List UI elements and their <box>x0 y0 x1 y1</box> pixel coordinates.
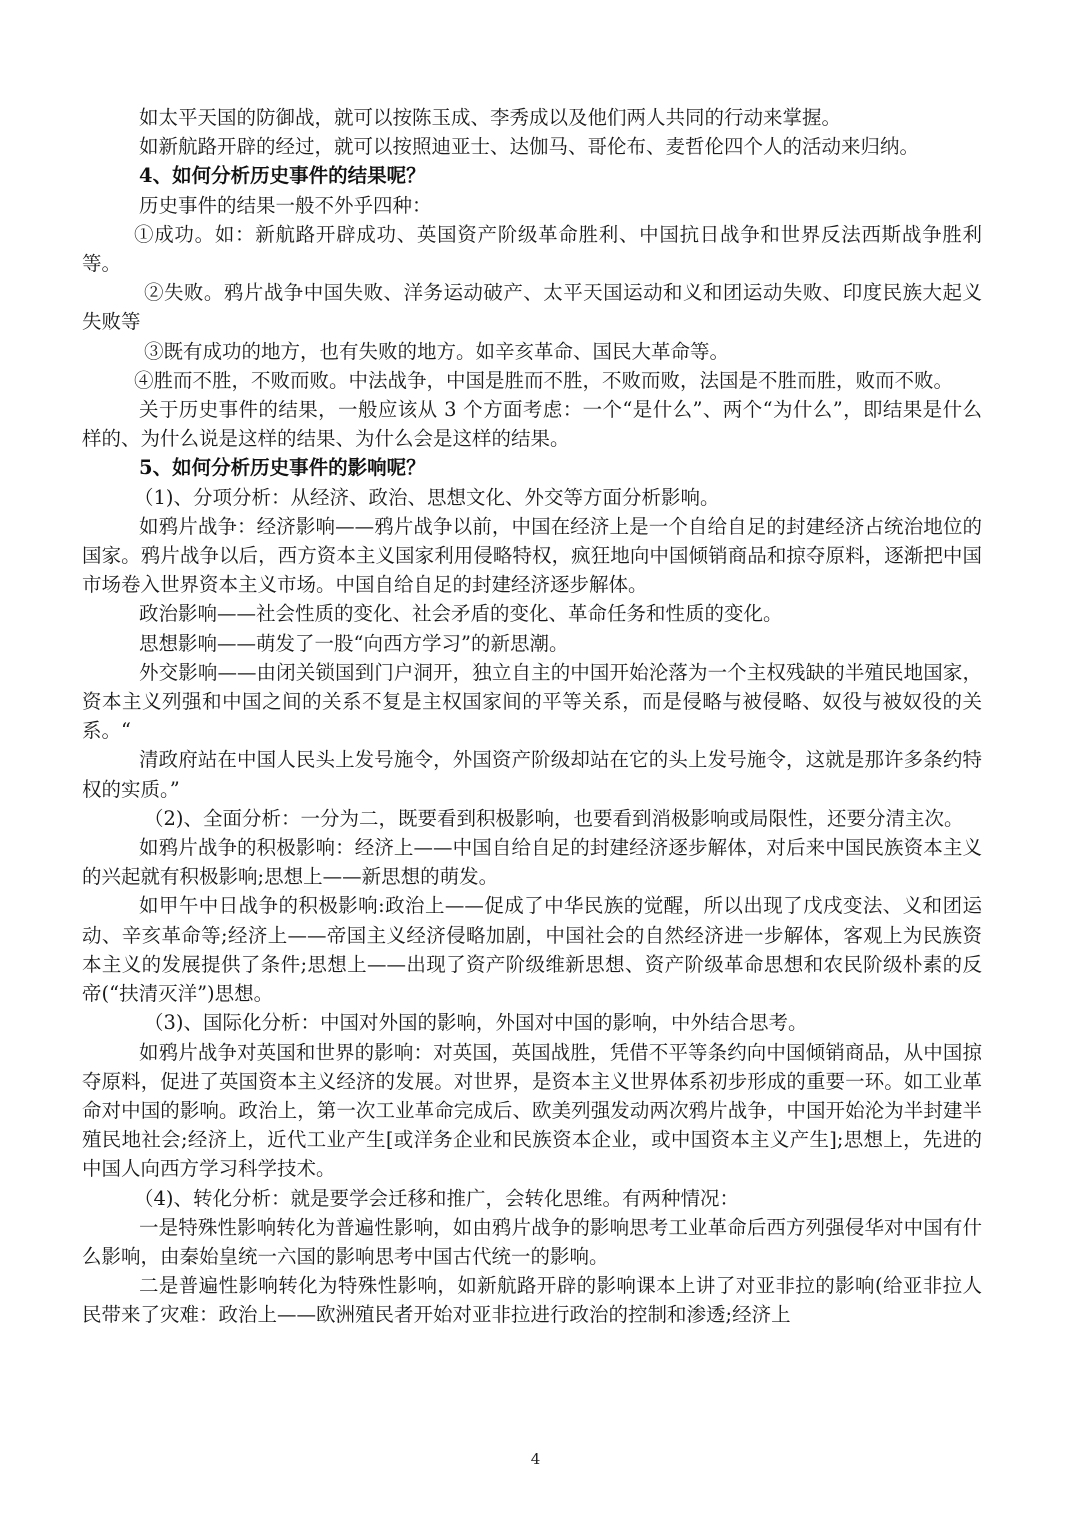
paragraph-results-considerations: 关于历史事件的结果，一般应该从 3 个方面考虑：一个“是什么”、两个“为什么”，即结果是什么样的、为什么说是这样的结果、为什么会是这样的结果。 <box>82 398 982 451</box>
paragraph-sino-japanese-war-positive: 如甲午中日战争的积极影响:政治上——促成了中华民族的觉醒，所以出现了戊戌变法、义和团运动、辛亥革命等;经济上——帝国主义经济侵略加剧，中国社会的自然经济进一步解体，客观上为民族资本主义的发展提供了条件;思想上——出现了资产阶级维新思想、资产阶级革命思想和农民阶级朴素的反帝(“扶清灭洋”)思想。 <box>82 894 982 1006</box>
paragraph-itemized-analysis: （1)、分项分析：从经济、政治、思想文化、外交等方面分析影响。 <box>134 485 720 509</box>
paragraph-result-failure: ②失败。鸦片战争中国失败、洋务运动破产、太平天国运动和义和团运动失败、印度民族大起义失败等 <box>82 281 982 334</box>
paragraph-ideological-impact: 思想影响——萌发了一股“向西方学习”的新思潮。 <box>139 631 569 655</box>
heading-event-impacts: 5、如何分析历史事件的影响呢？ <box>139 456 426 480</box>
paragraph-international-analysis: （3)、国际化分析：中国对外国的影响，外国对中国的影响，中外结合思考。 <box>144 1011 808 1035</box>
paragraph-result-paradox: ④胜而不胜，不败而败。中法战争，中国是胜而不胜，不败而败，法国是不胜而胜，败而不败。 <box>134 368 954 392</box>
paragraph-opium-war-positive: 如鸦片战争的积极影响：经济上——中国自给自足的封建经济逐步解体，对后来中国民族资本主义的兴起就有积极影响;思想上——新思想的萌发。 <box>82 836 982 889</box>
paragraph-result-mixed: ③既有成功的地方，也有失败的地方。如辛亥革命、国民大革命等。 <box>144 339 730 363</box>
document-body <box>82 103 982 1330</box>
paragraph-taiping-defense: 如太平天国的防御战，就可以按陈玉成、李秀成以及他们两人共同的行动来掌握。 <box>139 106 842 129</box>
paragraph-special-to-general: 一是特殊性影响转化为普遍性影响，如由鸦片战争的影响思考工业革命后西方列强侵华对中国有什么影响，由秦始皇统一六国的影响思考中国古代统一的影响。 <box>82 1215 982 1268</box>
paragraph-general-to-special: 二是普遍性影响转化为特殊性影响，如新航路开辟的影响课本上讲了对亚非拉的影响(给亚非拉人民带来了灾难：政治上——欧洲殖民者开始对亚非拉进行政治的控制和渗透;经济上 <box>82 1274 982 1327</box>
paragraph-comprehensive-analysis: （2)、全面分析：一分为二，既要看到积极影响，也要看到消极影响或局限性，还要分清主次。 <box>144 806 964 830</box>
paragraph-transformation-analysis: （4)、转化分析：就是要学会迁移和推广，会转化思维。有两种情况： <box>134 1186 740 1210</box>
paragraph-economic-impact: 如鸦片战争：经济影响——鸦片战争以前，中国在经济上是一个自给自足的封建经济占统治地位的国家。鸦片战争以后，西方资本主义国家利用侵略特权，疯狂地向中国倾销商品和掠夺原料，逐渐把中国市场卷入世界资本主义市场。中国自给自足的封建经济逐步解体。 <box>82 514 982 597</box>
paragraph-treaty-privileges-quote: 清政府站在中国人民头上发号施令，外国资产阶级却站在它的头上发号施令，这就是那许多条约特权的实质。” <box>82 748 982 801</box>
paragraph-diplomatic-impact: 外交影响——由闭关锁国到门户洞开，独立自主的中国开始沦落为一个主权残缺的半殖民地国家，资本主义列强和中国之间的关系不复是主权国家间的平等关系，而是侵略与被侵略、奴役与被奴役的关系。“ <box>82 660 982 743</box>
paragraph-result-success: ①成功。如：新航路开辟成功、英国资产阶级革命胜利、中国抗日战争和世界反法西斯战争胜利等。 <box>82 222 982 276</box>
paragraph-opium-war-world-impact: 如鸦片战争对英国和世界的影响：对英国，英国战胜，凭借不平等条约向中国倾销商品，从中国掠夺原料，促进了英国资本主义经济的发展。对世界，是资本主义世界体系初步形成的重要一环。如工业革命对中国的影响。政治上，第一次工业革命完成后、欧美列强发动两次鸦片战争，中国开始沦为半封建半殖民地社会;经济上，近代工业产生[或洋务企业和民族资本企业，或中国资本主义产生];思想上，先进的中国人向西方学习科学技术。 <box>82 1040 982 1181</box>
paragraph-political-impact: 政治影响——社会性质的变化、社会矛盾的变化、革命任务和性质的变化。 <box>139 602 783 626</box>
page-number: 4 <box>530 1450 541 1468</box>
paragraph-results-intro: 历史事件的结果一般不外乎四种： <box>139 193 432 217</box>
paragraph-new-route-process: 如新航路开辟的经过，就可以按照迪亚士、达伽马、哥伦布、麦哲伦四个人的活动来归纳。 <box>139 135 920 159</box>
heading-event-results: 4、如何分析历史事件的结果呢？ <box>139 164 426 188</box>
